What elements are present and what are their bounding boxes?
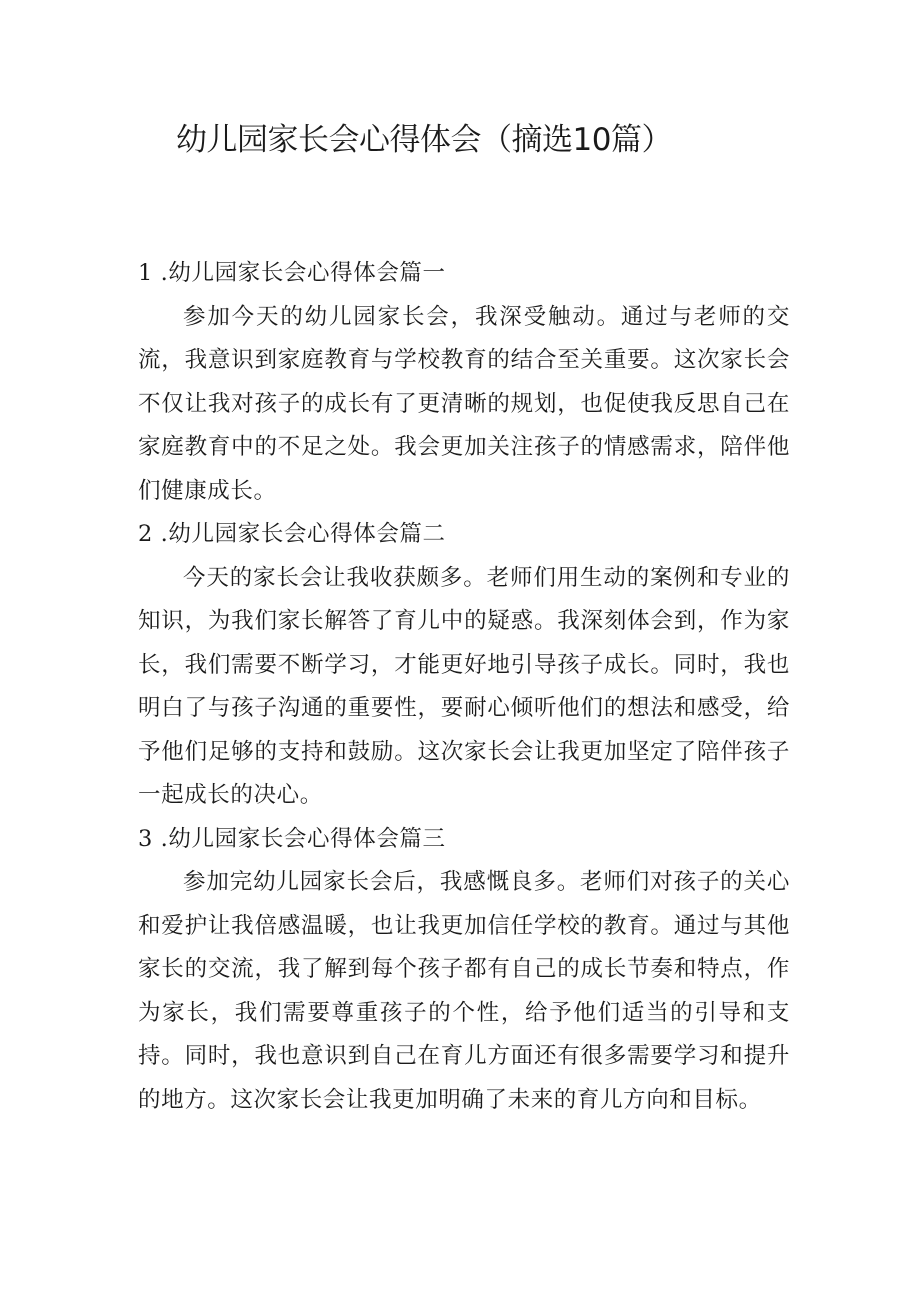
section-1 xyxy=(138,252,790,513)
section-3 xyxy=(138,818,790,1123)
section-heading: 2 .幼儿园家长会心得体会篇二 xyxy=(138,521,446,547)
section-paragraph: 参加完幼儿园家长会后，我感慨良多。老师们对孩子的关心和爱护让我倍感温暖，也让我更加信任学校的教育。通过与其他家长的交流，我了解到每个孩子都有自己的成长节奏和特点，作为家长，我们需要尊重孩子的个性，给予他们适当的引导和支持。同时，我也意识到自己在育儿方面还有很多需要学习和提升的地方。这次家长会让我更加明确了未来的育儿方向和目标。 xyxy=(138,869,790,1113)
document-content xyxy=(138,252,790,1122)
section-paragraph: 今天的家长会让我收获颇多。老师们用生动的案例和专业的知识，为我们家长解答了育儿中的疑惑。我深刻体会到，作为家长，我们需要不断学习，才能更好地引导孩子成长。同时，我也明白了与孩子沟通的重要性，要耐心倾听他们的想法和感受，给予他们足够的支持和鼓励。这次家长会让我更加坚定了陪伴孩子一起成长的决心。 xyxy=(138,564,790,808)
section-2 xyxy=(138,513,790,818)
section-heading: 3 .幼儿园家长会心得体会篇三 xyxy=(138,825,446,852)
document-title: 幼儿园家长会心得体会（摘选10篇） xyxy=(176,122,672,158)
section-paragraph: 参加今天的幼儿园家长会，我深受触动。通过与老师的交流，我意识到家庭教育与学校教育的结合至关重要。这次家长会不仅让我对孩子的成长有了更清晰的规划，也促使我反思自己在家庭教育中的不足之处。我会更加关注孩子的情感需求，陪伴他们健康成长。 xyxy=(138,303,790,504)
section-heading: 1 .幼儿园家长会心得体会篇一 xyxy=(138,260,446,286)
